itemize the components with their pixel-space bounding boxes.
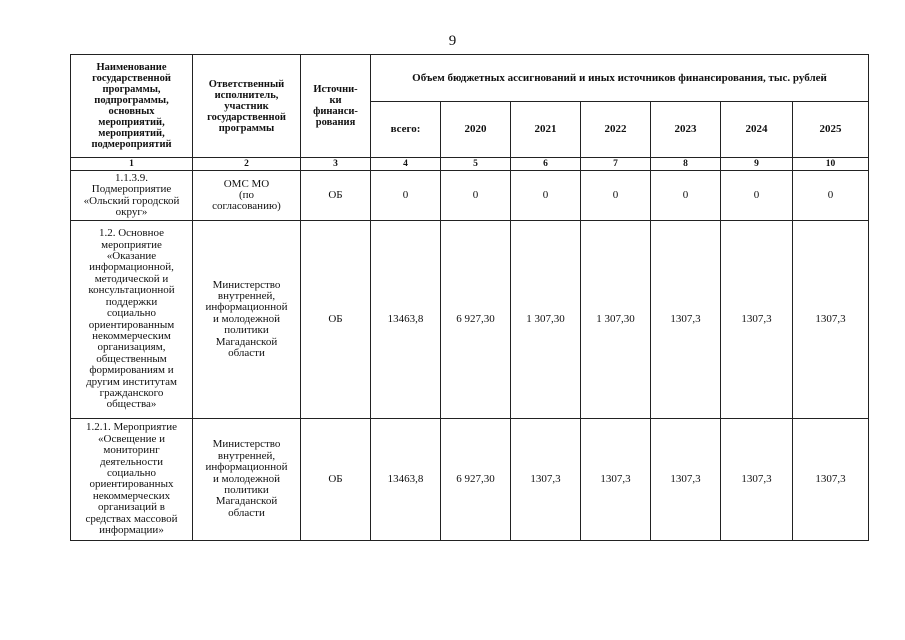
- header-year: 2020: [441, 102, 511, 158]
- row-value-year: 1307,3: [511, 418, 581, 540]
- row-value-year: 0: [581, 171, 651, 221]
- row-source: ОБ: [301, 221, 371, 418]
- row-value-year: 1 307,30: [581, 221, 651, 418]
- row-value-year: 0: [511, 171, 581, 221]
- table-row: [71, 171, 869, 221]
- row-value-year: 6 927,30: [441, 221, 511, 418]
- header-total: всего:: [371, 102, 441, 158]
- header-executor: Ответственный исполнитель, участник государственной программы: [193, 55, 301, 158]
- row-value-year: 0: [721, 171, 793, 221]
- index-cell: 4: [371, 158, 441, 171]
- index-cell: 8: [651, 158, 721, 171]
- row-executor: ОМС МО (по согласованию): [193, 171, 301, 221]
- row-value-year: 1307,3: [721, 418, 793, 540]
- header-year: 2022: [581, 102, 651, 158]
- index-cell: 3: [301, 158, 371, 171]
- row-value-year: 1307,3: [651, 221, 721, 418]
- header-year: 2021: [511, 102, 581, 158]
- row-executor: Министерство внутренней, информационной и молодежной политики Магаданской области: [193, 418, 301, 540]
- row-value-year: 1307,3: [651, 418, 721, 540]
- row-executor: Министерство внутренней, информационной и молодежной политики Магаданской области: [193, 221, 301, 418]
- header-year: 2023: [651, 102, 721, 158]
- row-value-total: 13463,8: [371, 418, 441, 540]
- index-cell: 2: [193, 158, 301, 171]
- row-value-year: 1307,3: [721, 221, 793, 418]
- index-cell: 1: [71, 158, 193, 171]
- row-value-year: 0: [441, 171, 511, 221]
- row-value-year: 0: [651, 171, 721, 221]
- row-name: 1.1.3.9. Подмероприятие «Ольский городской округ»: [71, 171, 193, 221]
- budget-table: [70, 54, 869, 541]
- row-value-year: 6 927,30: [441, 418, 511, 540]
- index-cell: 10: [793, 158, 869, 171]
- row-source: ОБ: [301, 171, 371, 221]
- header-year: 2024: [721, 102, 793, 158]
- row-source: ОБ: [301, 418, 371, 540]
- row-value-year: 1307,3: [793, 221, 869, 418]
- index-cell: 9: [721, 158, 793, 171]
- index-cell: 6: [511, 158, 581, 171]
- header-name: Наименование государственной программы, подпрограммы, основных мероприятий, мероприятий, подмероприятий: [71, 55, 193, 158]
- page-number: 9: [448, 33, 457, 49]
- row-value-year: 1 307,30: [511, 221, 581, 418]
- index-cell: 5: [441, 158, 511, 171]
- row-value-year: 1307,3: [581, 418, 651, 540]
- row-name: 1.2. Основное мероприятие «Оказание информационной, методической и консультационной поддержки социально ориентированным некоммерческим организациям, общественным формированиям и другим институтам гражданского общества»: [71, 221, 193, 418]
- index-row: [71, 158, 869, 171]
- row-value-year: 0: [793, 171, 869, 221]
- header-funding: Объем бюджетных ассигнований и иных источников финансирования, тыс. рублей: [371, 55, 869, 102]
- row-name: 1.2.1. Мероприятие «Освещение и мониторинг деятельности социально ориентированных некоммерческих организаций в средствах массовой информации»: [71, 418, 193, 540]
- table-row: [71, 221, 869, 418]
- header-year: 2025: [793, 102, 869, 158]
- header-source: Источни- ки финанси- рования: [301, 55, 371, 158]
- row-value-year: 1307,3: [793, 418, 869, 540]
- row-value-total: 0: [371, 171, 441, 221]
- table-row: [71, 418, 869, 540]
- row-value-total: 13463,8: [371, 221, 441, 418]
- index-cell: 7: [581, 158, 651, 171]
